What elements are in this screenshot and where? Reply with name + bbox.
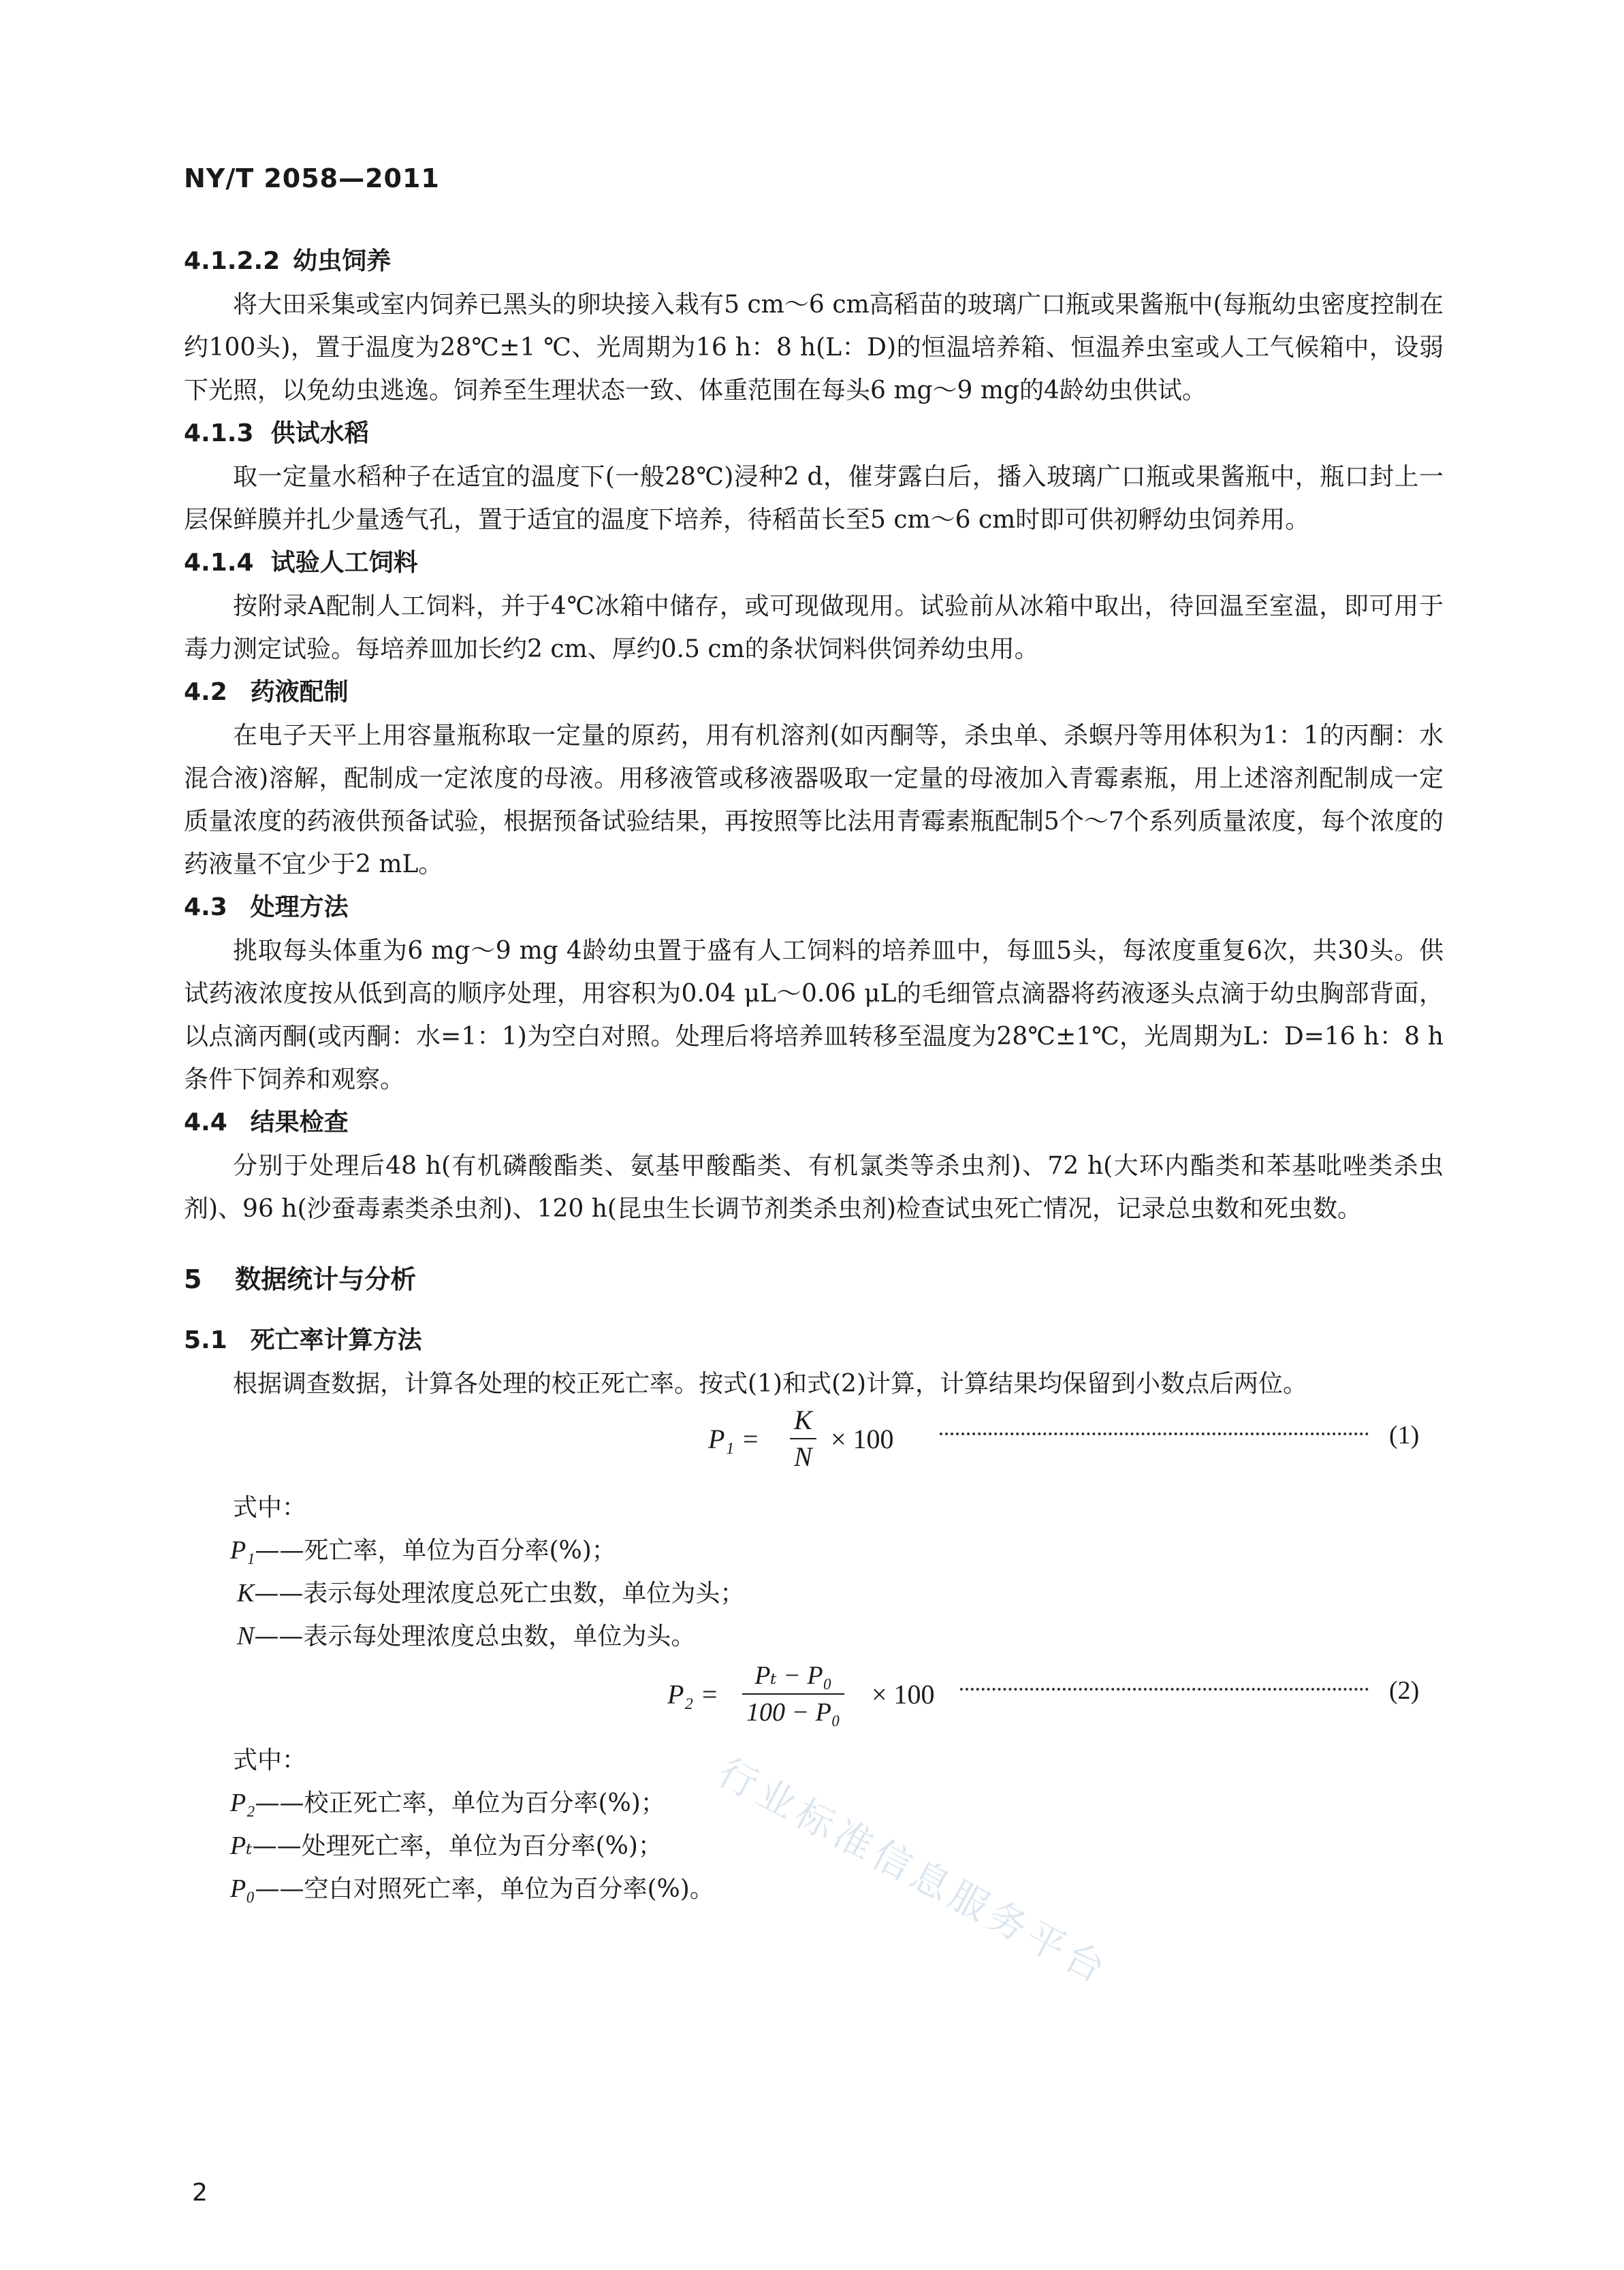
section-body: 在电子天平上用容量瓶称取一定量的原药，用有机溶剂(如丙酮等，杀虫单、杀螟丹等用体积为1：1的丙酮：水混合液)溶解，配制成一定浓度的母液。用移液管或移液器吸取一定量的母液加入青霉素瓶，用上述溶剂配制成一定质量浓度的药液供预备试验，根据预备试验结果，再按照等比法用青霉素瓶配制5个～7个系列质量浓度，每个浓度的药液量不宜少于2 mL。 xyxy=(184,722,1444,878)
leader-dots xyxy=(960,1688,1369,1691)
variable-symbol: N xyxy=(237,1622,255,1650)
section-heading-4-1-4 xyxy=(184,541,1444,585)
variable-description: ——表示每处理浓度总虫数，单位为头。 xyxy=(254,1622,696,1650)
standard-code: NY/T 2058—2011 xyxy=(184,163,440,193)
variable-symbol: P₀ xyxy=(230,1874,255,1903)
variable-row xyxy=(230,1868,1444,1911)
formula-rhs: × 100 xyxy=(872,1679,935,1710)
variable-row xyxy=(230,1529,1444,1572)
formula-rhs: × 100 xyxy=(831,1424,894,1454)
formula-lhs: P₁ = xyxy=(708,1424,760,1454)
section-number: 4.1.3 xyxy=(184,419,254,447)
section-body: 将大田采集或室内饲养已黑头的卵块接入栽有5 cm～6 cm高稻苗的玻璃广口瓶或果酱瓶中(每瓶幼虫密度控制在约100头)，置于温度为28℃±1 ℃、光周期为16 h：8 h(L：D)的恒温培养箱、恒温养虫室或人工气候箱中，设弱下光照，以免幼虫逃逸。饲养至生理状态一致、体重范围在每头6 mg～9 mg的4龄幼虫供试。 xyxy=(184,291,1444,404)
variable-row xyxy=(230,1572,1444,1615)
formula-numerator: Pₜ − P₀ xyxy=(742,1661,844,1695)
section-body: 挑取每头体重为6 mg～9 mg 4龄幼虫置于盛有人工饲料的培养皿中，每皿5头，每浓度重复6次，共30头。供试药液浓度按从低到高的顺序处理，用容积为0.04 μL～0.06 μL的毛细管点滴器将药液逐头点滴于幼虫胸部背面，以点滴丙酮(或丙酮：水=1：1)为空白对照。处理后将培养皿转移至温度为28℃±1℃，光周期为L：D=16 h：8 h条件下饲养和观察。 xyxy=(184,937,1444,1093)
section-number: 4.2 xyxy=(184,678,227,706)
section-title: 药液配制 xyxy=(250,678,349,706)
variable-description: ——处理死亡率，单位为百分率(%)； xyxy=(252,1832,663,1860)
formula-denominator: N xyxy=(794,1441,812,1472)
section-title: 处理方法 xyxy=(250,893,349,921)
equation-number: (1) xyxy=(1389,1421,1420,1450)
section-number: 4.1.4 xyxy=(184,549,254,577)
variable-symbol: P₂ xyxy=(230,1789,255,1817)
variable-description: ——表示每处理浓度总死亡虫数，单位为头； xyxy=(254,1580,745,1608)
section-title: 数据统计与分析 xyxy=(235,1264,417,1294)
section-heading-4-1-3 xyxy=(184,412,1444,455)
section-body: 根据调查数据，计算各处理的校正死亡率。按式(1)和式(2)计算，计算结果均保留到小数点后两位。 xyxy=(233,1370,1307,1398)
formula-numerator: K xyxy=(790,1405,816,1439)
formula-fraction xyxy=(742,1661,844,1727)
page-number: 2 xyxy=(192,2179,208,2207)
variable-symbol: K xyxy=(237,1579,255,1608)
formula-fraction xyxy=(790,1405,816,1472)
section-title: 供试水稻 xyxy=(270,419,369,447)
equation-number: (2) xyxy=(1389,1676,1420,1705)
formula-denominator: 100 − P₀ xyxy=(746,1698,841,1727)
section-number: 4.3 xyxy=(184,893,227,921)
variable-description: ——死亡率，单位为百分率(%)； xyxy=(255,1537,616,1565)
section-title: 试验人工饲料 xyxy=(270,549,418,577)
variable-symbol: Pₜ xyxy=(230,1832,253,1860)
variable-description: ——空白对照死亡率，单位为百分率(%)。 xyxy=(255,1875,714,1903)
page-content xyxy=(184,240,1444,1911)
section-heading-5 xyxy=(184,1258,1444,1301)
formula-1-where-label: 式中： xyxy=(233,1494,307,1522)
leader-dots xyxy=(940,1433,1369,1435)
section-heading-4-2 xyxy=(184,671,1444,714)
section-number: 4.1.2.2 xyxy=(184,247,281,275)
section-heading-4-1-2-2 xyxy=(184,240,1444,283)
section-heading-5-1 xyxy=(184,1319,1444,1362)
section-title: 结果检查 xyxy=(250,1108,349,1136)
section-title: 死亡率计算方法 xyxy=(250,1326,422,1354)
variable-symbol: P₁ xyxy=(230,1536,255,1565)
formula-2 xyxy=(184,1658,1444,1740)
formula-2-where-label: 式中： xyxy=(233,1746,307,1774)
variable-row xyxy=(230,1615,1444,1658)
section-number: 5.1 xyxy=(184,1326,227,1354)
formula-1-variables xyxy=(184,1529,1444,1658)
section-body: 分别于处理后48 h(有机磷酸酯类、氨基甲酸酯类、有机氯类等杀虫剂)、72 h(大环内酯类和苯基吡唑类杀虫剂)、96 h(沙蚕毒素类杀虫剂)、120 h(昆虫生长调节剂类杀虫剂)检查试虫死亡情况，记录总虫数和死虫数。 xyxy=(184,1152,1444,1223)
section-body: 按附录A配制人工饲料，并于4℃冰箱中储存，或可现做现用。试验前从冰箱中取出，待回温至室温，即可用于毒力测定试验。每培养皿加长约2 cm、厚约0.5 cm的条状饲料供饲养幼虫用。 xyxy=(184,592,1444,663)
section-body: 取一定量水稻种子在适宜的温度下(一般28℃)浸种2 d，催芽露白后，播入玻璃广口瓶或果酱瓶中，瓶口封上一层保鲜膜并扎少量透气孔，置于适宜的温度下培养，待稻苗长至5 cm～6 cm时即可供初孵幼虫饲养用。 xyxy=(184,463,1444,534)
formula-1 xyxy=(184,1405,1444,1487)
section-heading-4-3 xyxy=(184,886,1444,929)
section-heading-4-4 xyxy=(184,1101,1444,1145)
variable-description: ——校正死亡率，单位为百分率(%)； xyxy=(255,1789,665,1817)
section-number: 4.4 xyxy=(184,1108,227,1136)
section-number: 5 xyxy=(184,1264,202,1294)
formula-lhs: P₂ = xyxy=(667,1679,719,1710)
section-title: 幼虫饲养 xyxy=(293,247,392,275)
watermark: 行业标准信息服务平台 xyxy=(710,1750,1117,1994)
